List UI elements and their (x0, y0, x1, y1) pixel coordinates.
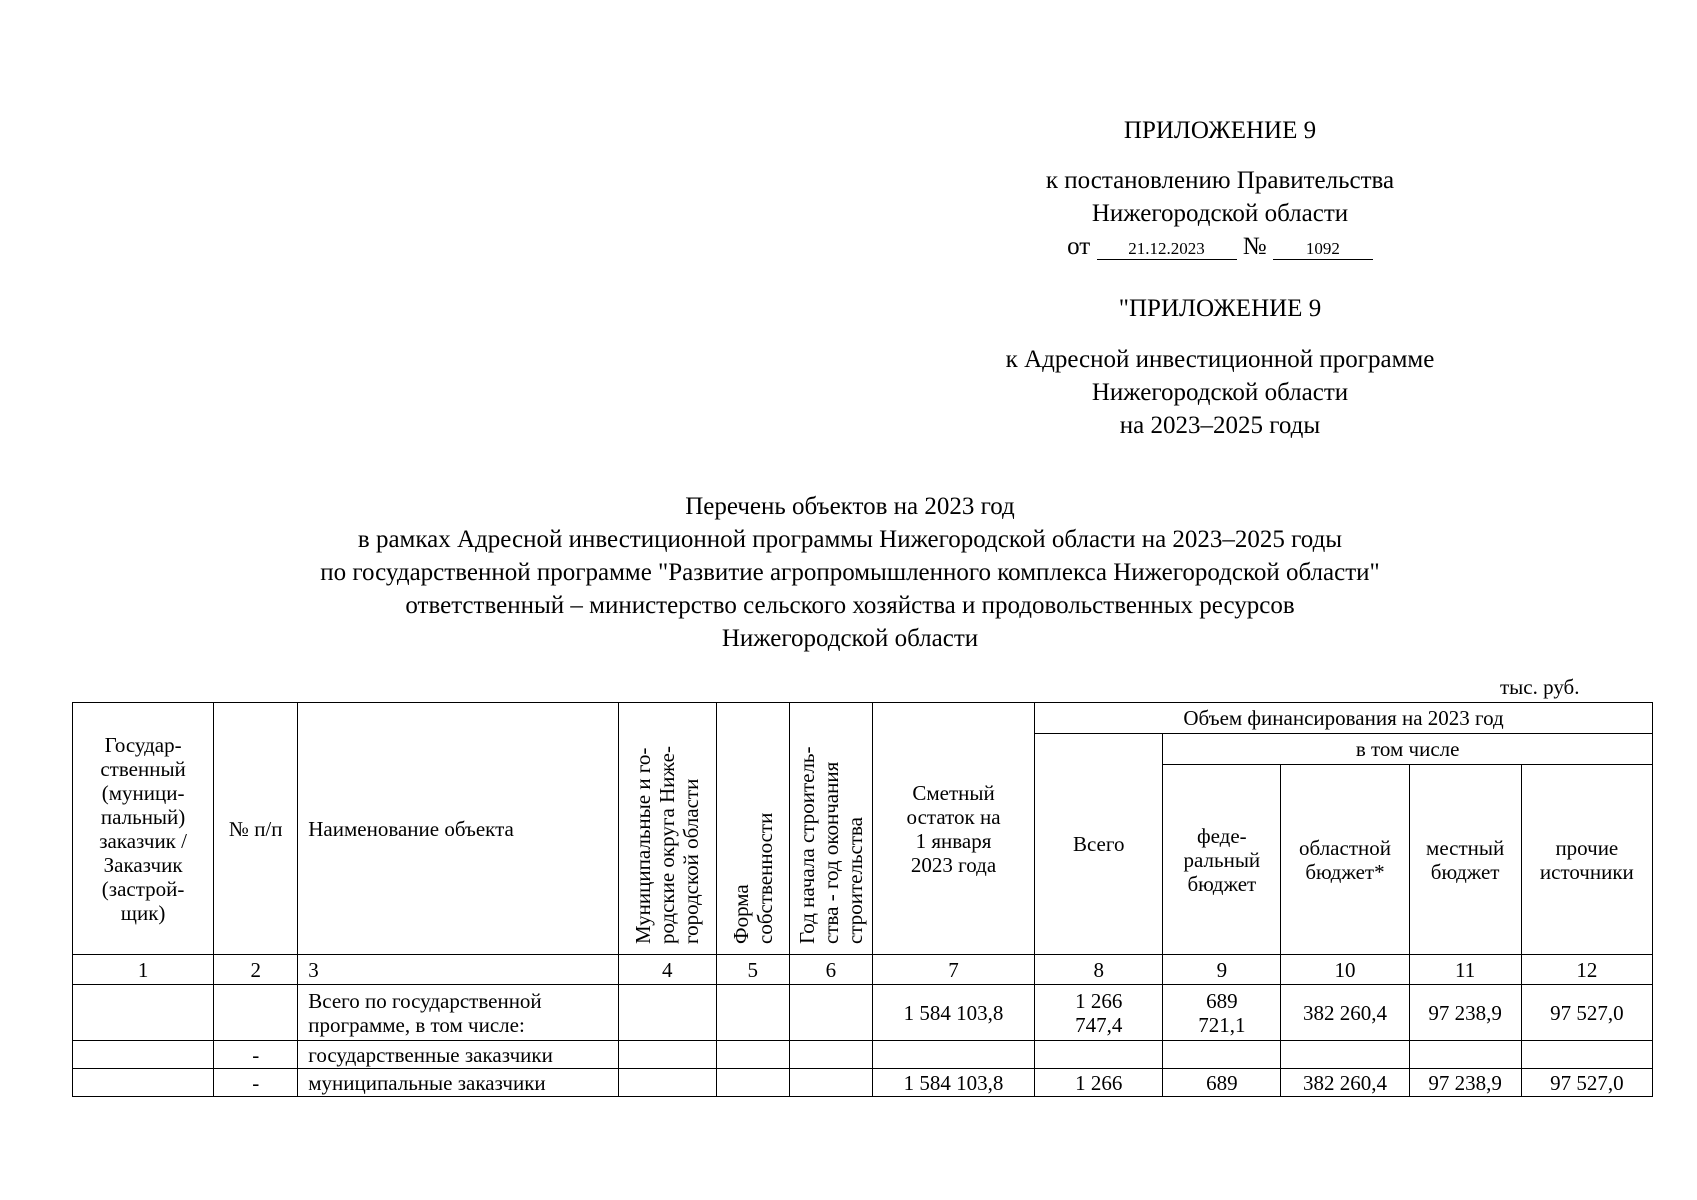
cell-num: - (214, 1041, 298, 1069)
cell-total: 1 266 (1035, 1069, 1163, 1097)
col-number: 12 (1521, 955, 1652, 985)
cell-regional (1281, 1041, 1409, 1069)
cell-total: 1 266 747,4 (1035, 985, 1163, 1041)
resolution-line-2: Нижегородской области (1091, 200, 1349, 227)
cell-other: 97 527,0 (1521, 985, 1652, 1041)
header-regional: областной бюджет* (1281, 765, 1409, 955)
col-number: 9 (1163, 955, 1281, 985)
table-row (73, 985, 1653, 1041)
cell-regional: 382 260,4 (1281, 1069, 1409, 1097)
program-line-3: на 2023–2025 годы (1119, 412, 1321, 439)
cell-num (214, 985, 298, 1041)
col-number: 7 (872, 955, 1034, 985)
col-number: 5 (716, 955, 789, 985)
header-other: прочие источники (1521, 765, 1652, 955)
title-line-5: Нижегородской области (721, 625, 979, 652)
appendix-header (930, 114, 1510, 147)
cell-local: 97 238,9 (1409, 1069, 1521, 1097)
appendix-title: ПРИЛОЖЕНИЕ 9 (1123, 117, 1317, 144)
col-number: 3 (298, 955, 618, 985)
cell-total (1035, 1041, 1163, 1069)
cell-customer (73, 1069, 214, 1097)
cell-name: муниципальные заказчики (298, 1069, 618, 1097)
col-number: 1 (73, 955, 214, 985)
title-line-1: Перечень объектов на 2023 год (685, 493, 1015, 520)
cell-regional: 382 260,4 (1281, 985, 1409, 1041)
appendix2-title: "ПРИЛОЖЕНИЕ 9 (1118, 295, 1322, 322)
header-local: местный бюджет (1409, 765, 1521, 955)
header-including: в том числе (1163, 734, 1653, 765)
cell-federal: 689 (1163, 1069, 1281, 1097)
header-districts: Муниципальные и го- родские округа Ниже- городской области (618, 703, 716, 955)
header-num: № п/п (214, 703, 298, 955)
cell-name: государственные заказчики (298, 1041, 618, 1069)
header-ownership: Форма собственности (716, 703, 789, 955)
cell-other (1521, 1041, 1652, 1069)
header-federal: феде- ральный бюджет (1163, 765, 1281, 955)
cell-other: 97 527,0 (1521, 1069, 1652, 1097)
cell-years (789, 1069, 872, 1097)
col-number: 2 (214, 955, 298, 985)
header-customer: Государ- ственный (муници- пальный) заказчик / Заказчик (застрой- щик) (73, 703, 214, 955)
resolution-date-line (930, 230, 1510, 263)
col-number: 8 (1035, 955, 1163, 985)
cell-num: - (214, 1069, 298, 1097)
cell-customer (73, 1041, 214, 1069)
title-line-4: ответственный – министерство сельского хозяйства и продовольственных ресурсов (405, 592, 1295, 619)
program-reference (930, 343, 1510, 442)
header-years: Год начала строитель- ства - год окончания строительства (789, 703, 872, 955)
cell-ownership (716, 1041, 789, 1069)
cell-years (789, 1041, 872, 1069)
header-total: Всего (1035, 734, 1163, 955)
col-number: 4 (618, 955, 716, 985)
cell-estimate: 1 584 103,8 (872, 1069, 1034, 1097)
header-name: Наименование объекта (298, 703, 618, 955)
cell-customer (73, 985, 214, 1041)
cell-local: 97 238,9 (1409, 985, 1521, 1041)
program-line-2: Нижегородской области (1091, 379, 1349, 406)
cell-estimate: 1 584 103,8 (872, 985, 1034, 1041)
col-number: 11 (1409, 955, 1521, 985)
cell-districts (618, 1069, 716, 1097)
cell-districts (618, 985, 716, 1041)
cell-ownership (716, 1069, 789, 1097)
date-field: 21.12.2023 (1097, 239, 1237, 260)
col-number: 10 (1281, 955, 1409, 985)
cell-name: Всего по государственной программе, в том числе: (298, 985, 618, 1041)
title-line-2: в рамках Адресной инвестиционной программы Нижегородской области на 2023–2025 годы (357, 526, 1343, 553)
resolution-reference (930, 164, 1510, 263)
appendix2-header (930, 292, 1510, 325)
number-label: № (1242, 233, 1267, 260)
cell-years (789, 985, 872, 1041)
cell-local (1409, 1041, 1521, 1069)
cell-estimate (872, 1041, 1034, 1069)
cell-ownership (716, 985, 789, 1041)
resolution-line-1: к постановлению Правительства (1045, 167, 1395, 194)
cell-districts (618, 1041, 716, 1069)
units-label: тыс. руб. (1500, 675, 1580, 699)
objects-table (72, 702, 1653, 1097)
table-row (73, 1069, 1653, 1097)
cell-federal (1163, 1041, 1281, 1069)
column-numbers-row (73, 955, 1653, 985)
cell-federal: 689 721,1 (1163, 985, 1281, 1041)
document-title (160, 490, 1540, 655)
from-label: от (1067, 233, 1091, 260)
table-row (73, 1041, 1653, 1069)
title-line-3: по государственной программе "Развитие агропромышленного комплекса Нижегородской области" (320, 559, 1380, 586)
header-estimate: Сметный остаток на 1 января 2023 года (872, 703, 1034, 955)
header-funding: Объем финансирования на 2023 год (1035, 703, 1653, 734)
col-number: 6 (789, 955, 872, 985)
program-line-1: к Адресной инвестиционной программе (1005, 346, 1435, 373)
number-field: 1092 (1273, 239, 1373, 260)
